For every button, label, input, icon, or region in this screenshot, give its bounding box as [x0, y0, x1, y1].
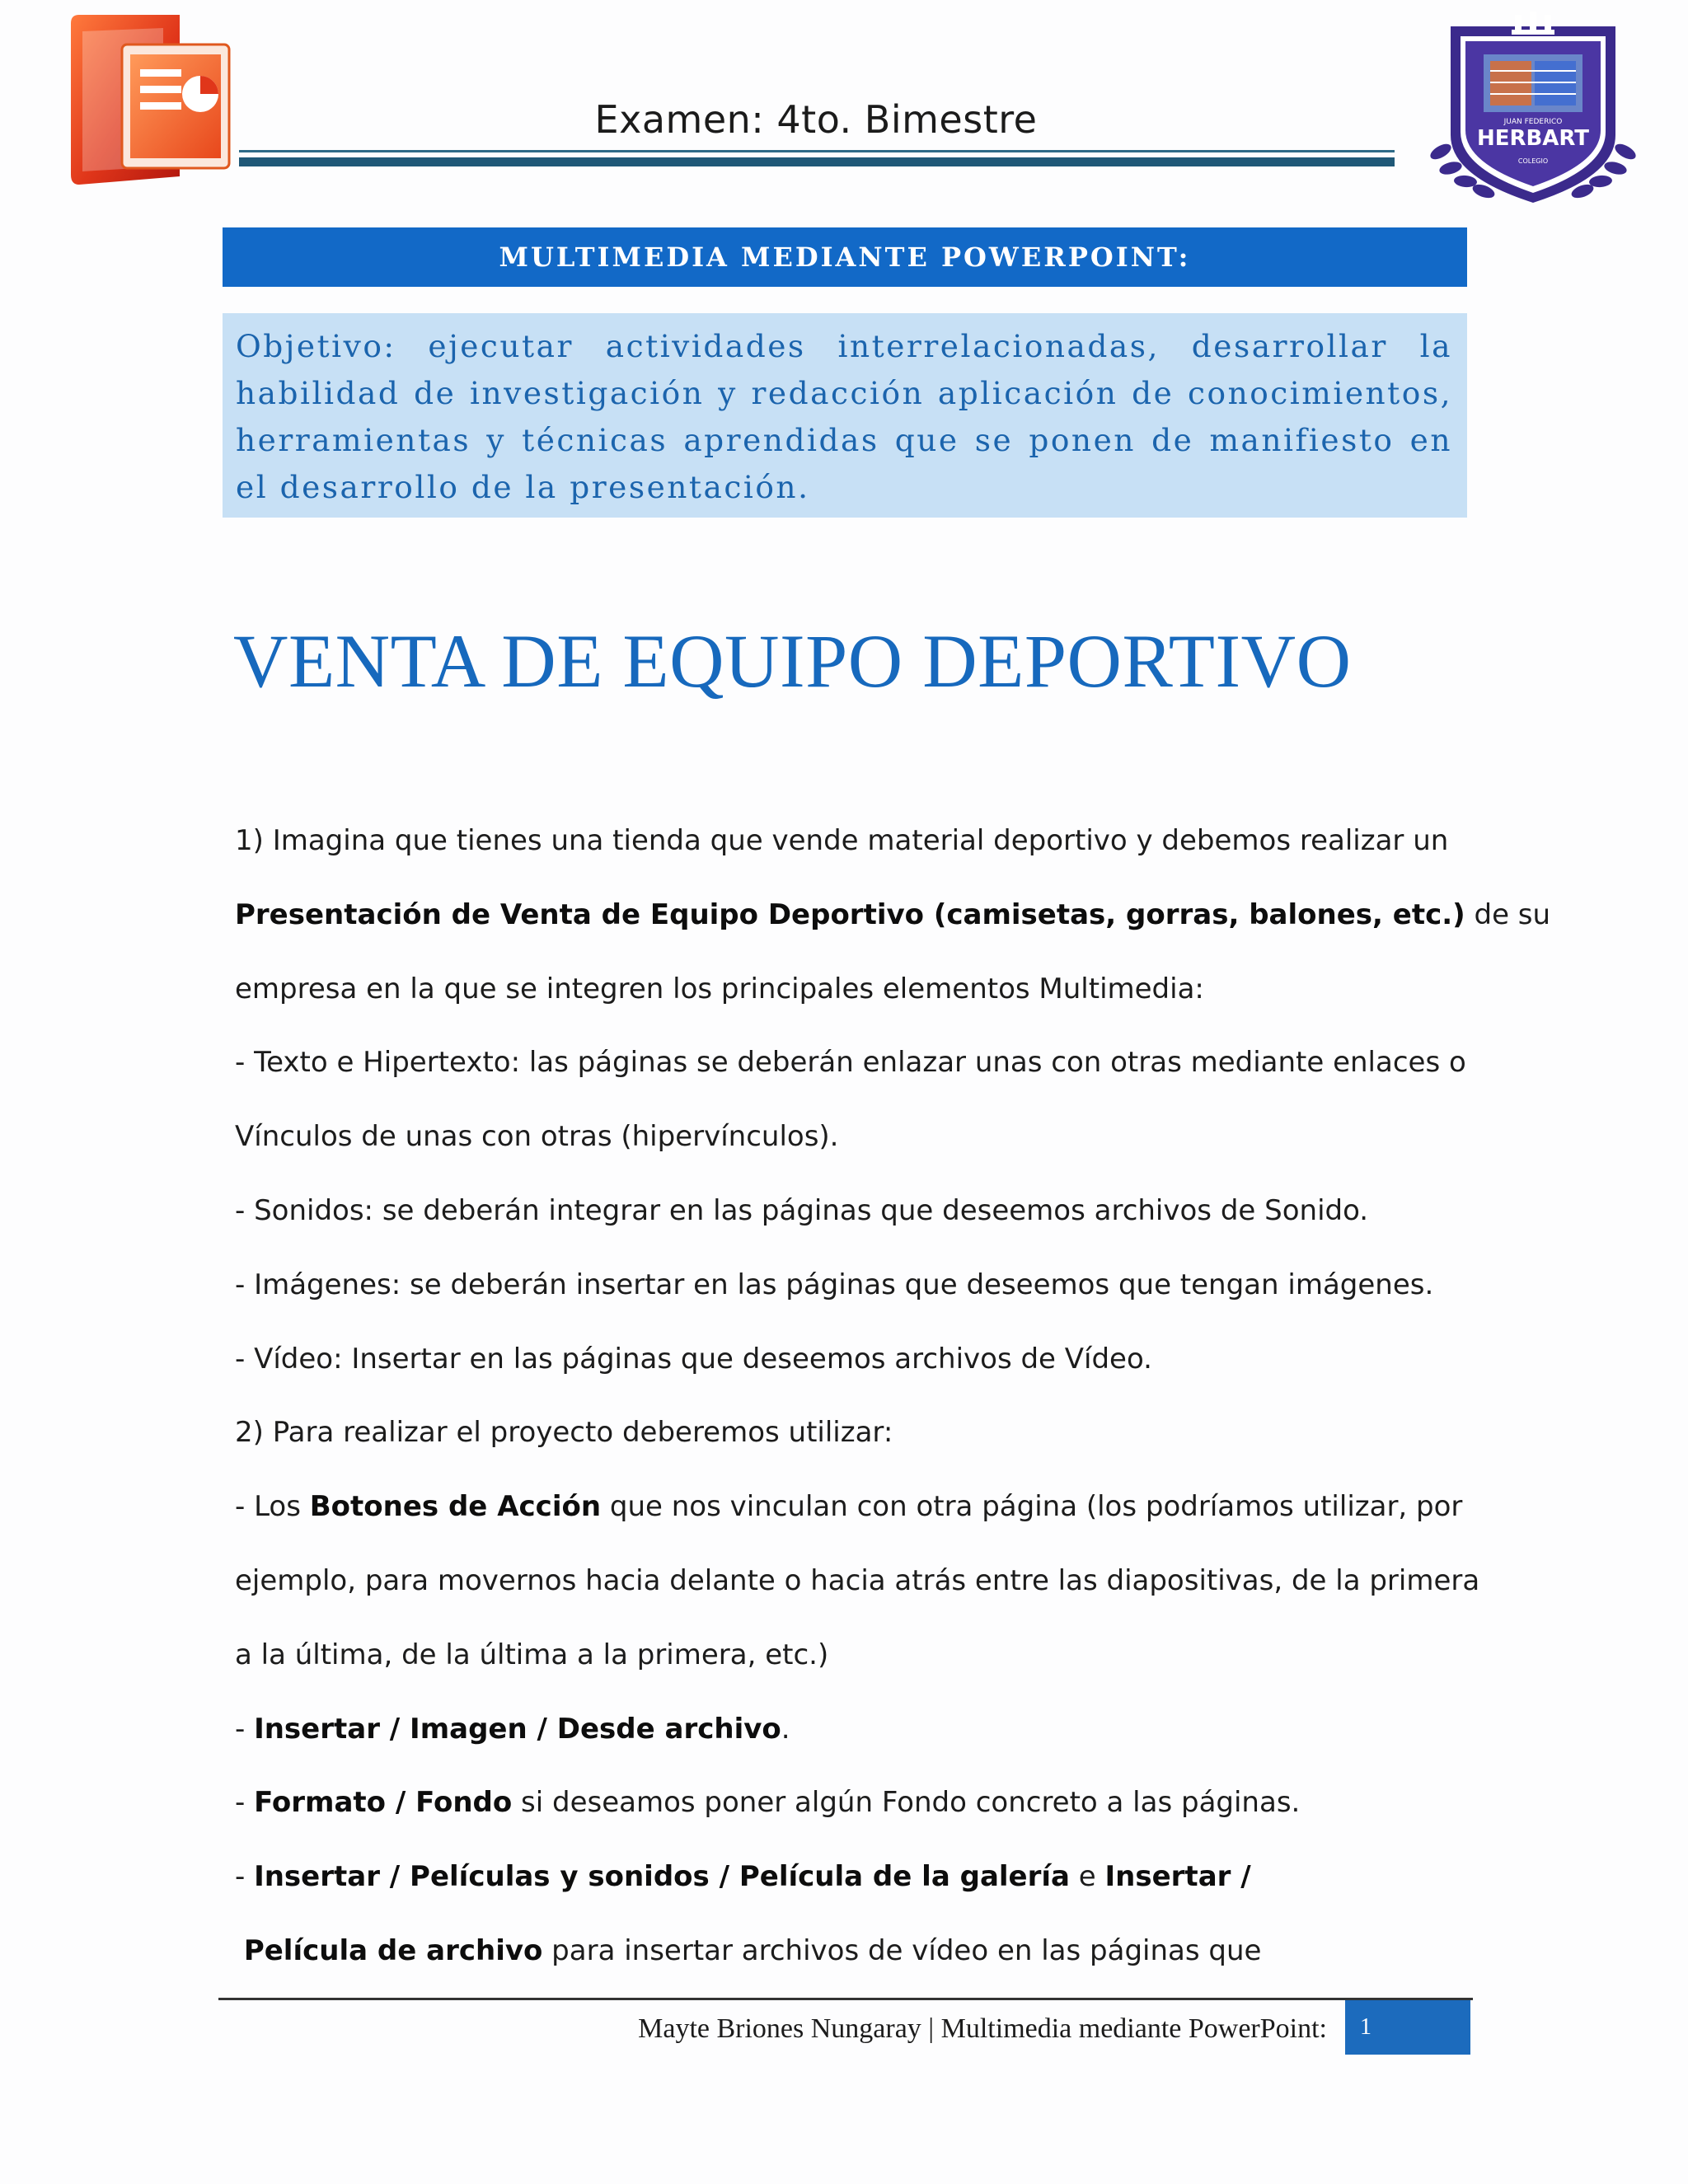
- body-line: [235, 1926, 1504, 2000]
- section-banner: MULTIMEDIA MEDIANTE POWERPOINT:: [223, 227, 1467, 287]
- header-title: Examen: 4to. Bimestre: [594, 97, 1038, 142]
- school-name-small: JUAN FEDERICO: [1503, 118, 1563, 126]
- body-line: [235, 1852, 1504, 1926]
- body-line: - Sonidos: se deberán integrar en las páginas que deseemos archivos de Sonido.: [235, 1193, 1369, 1227]
- body-text-span: e: [1069, 1860, 1105, 1894]
- body-line: empresa en la que se integren los principales elementos Multimedia:: [235, 972, 1204, 1005]
- body-line: 2) Para realizar el proyecto deberemos utilizar:: [235, 1416, 893, 1450]
- main-title: VENTA DE EQUIPO DEPORTIVO: [233, 619, 1352, 703]
- body-line: a la última, de la última a la primera, etc.): [235, 1638, 829, 1671]
- body-text-span: [235, 1934, 244, 1967]
- objective-box: Objetivo: ejecutar actividades interrelacionadas, desarrollar la habilidad de investigación y redacción aplicación de conocimientos, herramientas y técnicas aprendidas que se ponen de manifiesto en el desarrollo de la presentación.: [223, 313, 1467, 518]
- body-line: [235, 1778, 1504, 1852]
- bold-text: Insertar / Películas y sonidos / Película de la galería: [254, 1860, 1070, 1894]
- body-text-span: -: [235, 1786, 255, 1820]
- body-text-span: que nos vinculan con otra página (los podríamos utilizar, por: [601, 1490, 1463, 1524]
- body-text-span: si deseamos poner algún Fondo concreto a las páginas.: [512, 1786, 1301, 1820]
- school-shield-logo: [1418, 12, 1648, 209]
- instructions-body: [235, 816, 1551, 2000]
- school-name: HERBART: [1476, 126, 1590, 151]
- bold-text: Insertar /: [1104, 1860, 1251, 1894]
- body-line: [235, 890, 1551, 964]
- bold-text: Formato / Fondo: [254, 1786, 513, 1820]
- body-text-span: de su: [1465, 898, 1551, 931]
- footer-rule: [218, 1998, 1473, 2000]
- footer-text: Mayte Briones Nungaray | Multimedia mediante PowerPoint:: [638, 2013, 1327, 2044]
- bold-text: Botones de Acción: [309, 1490, 602, 1524]
- body-line: - Vídeo: Insertar en las páginas que deseemos archivos de Vídeo.: [235, 1342, 1152, 1376]
- bold-text: Presentación de Venta de Equipo Deportivo (camisetas, gorras, balones, etc.): [235, 898, 1465, 931]
- body-text-span: .: [781, 1712, 790, 1746]
- page-number-badge: [1345, 2000, 1470, 2055]
- powerpoint-logo-icon: [64, 12, 237, 186]
- body-line: - Imágenes: se deberán insertar en las páginas que deseemos que tengan imágenes.: [235, 1268, 1434, 1301]
- body-text-span: -: [235, 1712, 255, 1746]
- body-line: - Texto e Hipertexto: las páginas se deberán enlazar unas con otras mediante enlaces o: [235, 1046, 1466, 1080]
- body-text-span: -: [235, 1860, 255, 1894]
- school-caption: COLEGIO: [1517, 157, 1549, 165]
- body-line: [235, 1704, 1504, 1779]
- bold-text: Película de archivo: [243, 1933, 543, 1967]
- body-line: Vínculos de unas con otras (hipervínculos).: [235, 1120, 839, 1154]
- body-line: [235, 1482, 1504, 1556]
- page-number: 1: [1360, 2014, 1372, 2040]
- body-line: ejemplo, para movernos hacia delante o hacia atrás entre las diapositivas, de la primera: [235, 1563, 1480, 1597]
- body-text-span: - Los: [235, 1490, 310, 1524]
- header-rule: [239, 150, 1395, 152]
- body-line: 1) Imagina que tienes una tienda que vende material deportivo y debemos realizar un: [235, 824, 1449, 857]
- body-text-span: para insertar archivos de vídeo en las páginas que: [542, 1933, 1262, 1967]
- header-rule-thick: [239, 157, 1395, 166]
- bold-text: Insertar / Imagen / Desde archivo: [254, 1712, 781, 1746]
